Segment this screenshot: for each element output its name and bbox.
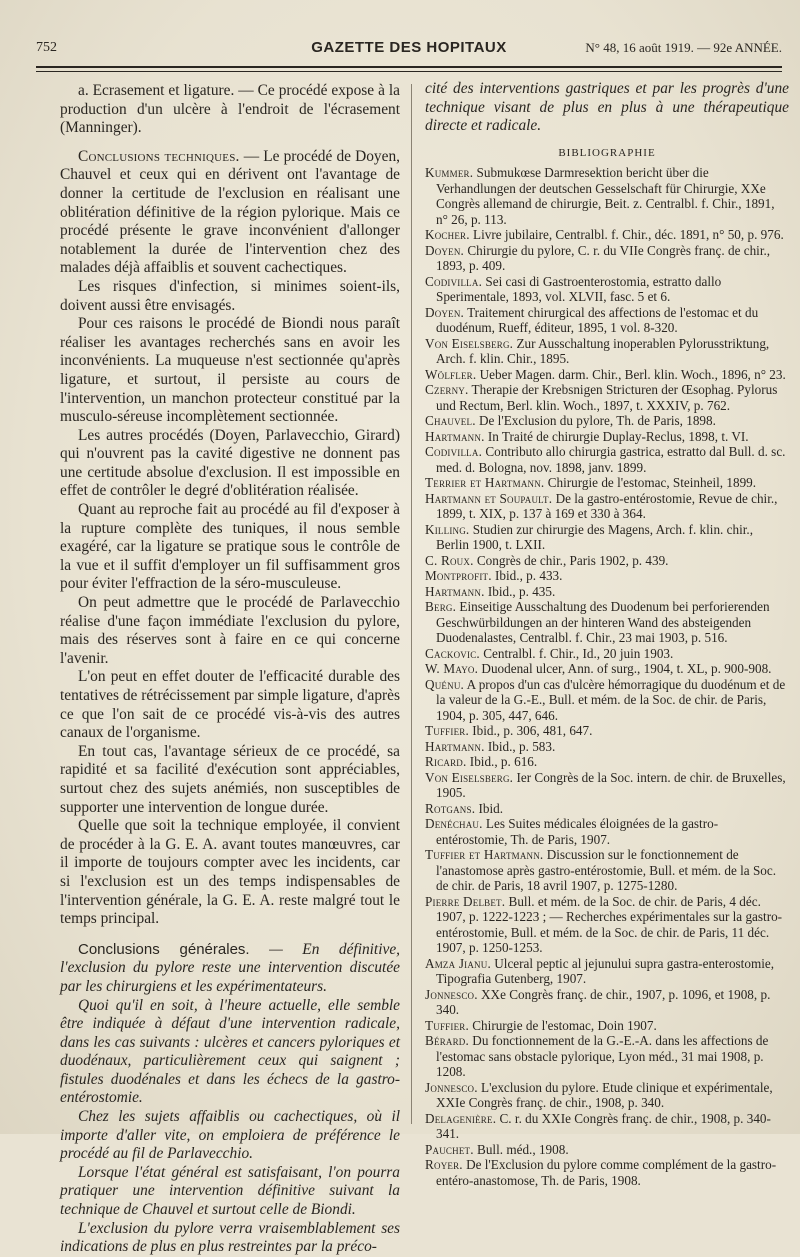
reference-author: Jonnesco. [425, 986, 478, 1002]
bibliography-entry [425, 754, 789, 770]
paragraph: Quant au reproche fait au procédé au fil d'exposer à la rupture complète des tuniques, il nous semble exagéré, car la ligature se pratique sous le contrôle de la vue et il suffit d'employer un fil suffisamment gros pour éviter l'effraction de la séro-musculeuse. [60, 501, 400, 593]
bibliography-entry [425, 816, 789, 847]
reference-author: Berg. [425, 599, 457, 615]
section-heading: Conclusions techniques. [78, 147, 240, 165]
bibliography-list [425, 165, 789, 1188]
reference-author: Doyen. [425, 304, 465, 320]
bibliography-entry [425, 1018, 789, 1034]
bibliography-entry [425, 599, 789, 646]
bibliography-entry [425, 1111, 789, 1142]
paragraph: En tout cas, l'avantage sérieux de ce procédé, sa rapidité et sa facilité d'exécution sont appréciables, surtout chez des sujets anémiés, non susceptibles de supporter une intervention de longue durée. [60, 742, 400, 816]
reference-author: Hartmann. [425, 583, 485, 599]
paragraph: L'on peut en effet douter de l'efficacité durable des tentatives de rétrécissement par simple ligature, d'après ce que l'on sait de ce procédé vis-à-vis des autres canaux de l'organisme. [60, 668, 400, 742]
reference-text: De l'Exclusion du pylore, Th. de Paris, 1898. [475, 413, 716, 429]
reference-author: Pauchet. [425, 1141, 474, 1157]
bibliography-entry [425, 646, 789, 662]
reference-author: Royer. [425, 1157, 463, 1173]
reference-text: Chirurgie du pylore, C. r. du VIIe Congrès franç. de chir., 1893, p. 409. [436, 242, 771, 274]
bibliography-entry [425, 413, 789, 429]
reference-text: Du fonctionnement de la G.-E.-A. dans les affections de l'estomac sans obstacle pylorique, Lyon méd., 31 mai 1908, p. 1208. [436, 1033, 769, 1080]
reference-author: Codivilla. [425, 444, 483, 460]
paragraph: Les autres procédés (Doyen, Parlavecchio, Girard) qui n'ouvrent pas la cavité digestive ne donnent pas une certitude absolue d'exclusion. Il est impossible en effet de contrôler le degré d'oblitération réalisée. [60, 426, 400, 500]
reference-text: Chirurgie de l'estomac, Doin 1907. [468, 1017, 657, 1033]
paragraph: Quoi qu'il en soit, à l'heure actuelle, elle semble être indiquée à défaut d'une intervention radicale, dans les cas suivants : ulcères et cancers pyloriques et duodénaux, particulièrement ceux qui saignent ; fistules duodénales et dans les échecs de la gastro-entérostomie. [60, 996, 400, 1107]
reference-author: Hartmann. [425, 428, 485, 444]
reference-author: Bérard. [425, 1033, 469, 1049]
reference-text: Traitement chirurgical des affections de l'estomac et du duodénum, Rueff, éditeur, 1895, 1 vol. 8-320. [436, 304, 759, 336]
reference-text: Ulceral peptic al jejunului supra gastra-enterostomie, Tipografia Gutenberg, 1907. [436, 955, 775, 987]
bibliography-entry [425, 336, 789, 367]
reference-author: Hartmann. [425, 738, 485, 754]
bibliography-entry [425, 553, 789, 569]
reference-text: Ibid. [475, 800, 504, 816]
bibliography-entry [425, 522, 789, 553]
left-column [60, 82, 400, 1257]
reference-text: Studien zur chirurgie des Magens, Arch. f. klin. chir., Berlin 1900, t. LXII. [436, 521, 754, 553]
bibliography-entry [425, 274, 789, 305]
bibliography-entry [425, 243, 789, 274]
bibliography-entry [425, 739, 789, 755]
column-divider [411, 84, 412, 1124]
reference-text: De la gastro-entérostomie, Revue de chir., 1899, t. XIX, p. 137 à 169 et 330 à 364. [436, 490, 778, 522]
reference-text: Centralbl. f. Chir., Id., 20 juin 1903. [479, 645, 674, 661]
paragraph-conclusions-generales [60, 941, 400, 997]
reference-text: Ibid., p. 433. [491, 568, 563, 584]
reference-text: XXe Congrès franç. de chir., 1907, p. 1096, et 1908, p. 340. [436, 986, 771, 1018]
reference-text: Les Suites médicales éloignées de la gastro-entérostomie, Th. de Paris, 1907. [436, 816, 719, 847]
reference-text: Therapie der Krebsnigen Stricturen der Œsophag. Pylorus und Rectum, Berl. klin. Woch., 1897, t. XXXIV, p. 762. [436, 382, 778, 413]
bibliography-entry [425, 801, 789, 817]
reference-author: Chauvel. [425, 413, 476, 429]
right-column [425, 80, 789, 1188]
bibliography-entry [425, 475, 789, 491]
bibliography-entry [425, 429, 789, 445]
paragraph: Pour ces raisons le procédé de Biondi nous paraît réaliser les avantages recherchés sans en avoir les inconvénients. La muqueuse n'est sectionnée qu'après ligature, et surtout, il persiste au cours de l'intervention, un manchon protecteur constitué par la musculo-séreuse incomplètement sectionnée. [60, 315, 400, 426]
reference-text: Ibid., p. 616. [466, 754, 538, 770]
paragraph: Lorsque l'état général est satisfaisant, l'on pourra pratiquer une intervention définitive suivant la technique de Chauvel et surtout celle de Biondi. [60, 1163, 400, 1219]
reference-text: L'exclusion du pylore. Etude clinique et expérimentale, XXIe Congrès franç. de chir., 1908, p. 340. [436, 1079, 773, 1111]
reference-text: Congrès de chir., Paris 1902, p. 439. [473, 552, 669, 568]
journal-title: GAZETTE DES HOPITAUX [311, 39, 507, 56]
reference-text: Contributo allo chirurgia gastrica, estratto dal Bull. d. sc. med. d. Bologna, nov. 1898, janv. 1899. [436, 444, 786, 475]
paragraph-continuation: cité des interventions gastriques et par les progrès d'une technique visant de plus en plus à une thérapeutique directe et radicale. [425, 80, 789, 135]
reference-text: Bull. méd., 1908. [473, 1141, 569, 1157]
bibliography-entry [425, 1157, 789, 1188]
reference-text: Ueber Magen. darm. Chir., Berl. klin. Woch., 1896, n° 23. [476, 366, 786, 382]
bibliography-entry [425, 305, 789, 336]
reference-author: Rotgans. [425, 800, 476, 816]
bibliography-entry [425, 165, 789, 227]
paragraph-ecrasement: a. Ecrasement et ligature. — Ce procédé expose à la production d'un ulcère à l'endroit de l'écrasement (Manninger). [60, 82, 400, 137]
bibliography-entry [425, 227, 789, 243]
reference-author: Czerny. [425, 382, 469, 398]
reference-author: Von Eiselsberg. [425, 769, 514, 785]
reference-text: Sei casi di Gastroenterostomia, estratto dallo Sperimentale, 1893, vol. XLVII, fasc. 5 et 6. [436, 273, 722, 305]
reference-author: Von Eiselsberg. [425, 335, 514, 351]
bibliography-entry [425, 491, 789, 522]
reference-text: C. r. du XXIe Congrès franç. de chir., 1908, p. 340-341. [436, 1110, 771, 1142]
bibliography-entry [425, 1080, 789, 1111]
paragraph-conclusions-techniques [60, 148, 400, 278]
reference-text: Ibid., p. 583. [484, 738, 556, 754]
reference-author: Quénu. [425, 676, 465, 692]
header-rule-thin [36, 71, 782, 72]
bibliography-entry [425, 367, 789, 383]
bibliography-entry [425, 894, 789, 956]
bibliography-entry [425, 956, 789, 987]
reference-author: Ricard. [425, 754, 467, 770]
reference-text: In Traité de chirurgie Duplay-Reclus, 1898, t. VI. [484, 428, 749, 444]
reference-text: Ier Congrès de la Soc. intern. de chir. de Bruxelles, 1905. [436, 769, 786, 801]
reference-text: Ibid., p. 435. [484, 583, 556, 599]
reference-author: Amza Jianu. [425, 955, 491, 971]
paragraph: On peut admettre que le procédé de Parlavecchio réalise d'une façon immédiate l'exclusion du pylore, mais des réserves sont à faire en ce qui concerne l'avenir. [60, 594, 400, 667]
reference-text: Duodenal ulcer, Ann. of surg., 1904, t. XL, p. 900-908. [478, 661, 772, 677]
paragraph: L'exclusion du pylore verra vraisemblablement ses indications de plus en plus restreintes par la préco- [60, 1219, 400, 1256]
issue-info: N° 48, 16 août 1919. — 92e ANNÉE. [585, 40, 782, 55]
reference-text: Livre jubilaire, Centralbl. f. Chir., déc. 1891, n° 50, p. 976. [469, 227, 784, 243]
reference-author: Hartmann et Soupault. [425, 490, 553, 506]
paragraph: Les risques d'infection, si minimes soient-ils, doivent aussi être envisagés. [60, 277, 400, 314]
reference-author: Denéchau. [425, 816, 483, 832]
reference-author: C. Roux. [425, 552, 474, 568]
reference-author: Cackovic. [425, 645, 480, 661]
reference-text: Zur Ausschaltung inoperablen Pylorusstriktung, Arch. f. klin. Chir., 1895. [436, 335, 770, 367]
bibliography-entry [425, 568, 789, 584]
reference-text: Einseitige Ausschaltung des Duodenum bei perforierenden Geschwürbildungen an der hinteren Wand des absteigenden Duodenalastes, Centralbl. f. Chir., 23 mai 1903, p. 516. [436, 599, 770, 646]
paragraph-text: — En définitive, l'exclusion du pylore reste une intervention discutée par les chirurgiens et les expérimentateurs. [60, 940, 400, 995]
reference-author: Terrier et Hartmann. [425, 475, 545, 491]
bibliography-entry [425, 661, 789, 677]
reference-text: A propos d'un cas d'ulcère hémorragique du duodénum et de la valeur de la G.-E., Bull. et mém. de la Soc. de chir. de Paris, 1904, p. 305, 447, 646. [436, 676, 786, 723]
paragraph: Chez les sujets affaiblis ou cachectiques, où il importe d'aller vite, on emploiera de préférence le procédé au fil de Parlavecchio. [60, 1108, 400, 1163]
bibliography-entry [425, 847, 789, 894]
section-heading: Conclusions générales. [78, 940, 250, 958]
reference-text: Submukœse Darmresektion bericht über die Verhandlungen der deutschen Gesselschaft für Chirurgie, XXe Congrès allemand de chirurgie, Beit. z. Centralbl. f. Chir., 1891, n° 26, p. 113. [436, 165, 775, 227]
reference-author: Killing. [425, 521, 470, 537]
reference-author: Pierre Delbet. [425, 893, 506, 909]
header-rule-thick [36, 66, 782, 68]
bibliography-entry [425, 584, 789, 600]
paragraph-text: — Le procédé de Doyen, Chauvel et ceux qui en dérivent ont l'avantage de donner la certitude de l'exclusion en réalisant une oblitération définitive de la région pylorique. Mais ce procédé présente le grave inconvénient d'allonger notablement la durée de l'intervention chez des malades déjà affaiblis et souvent cachectiques. [60, 147, 400, 277]
bibliography-entry [425, 382, 789, 413]
page-header [36, 38, 782, 60]
reference-author: Montprofit. [425, 568, 492, 584]
reference-text: Ibid., p. 306, 481, 647. [468, 723, 593, 739]
reference-text: De l'Exclusion du pylore comme complément de la gastro-entéro-anastomose, Th. de Paris, 1908. [436, 1157, 777, 1188]
reference-author: Tuffier. [425, 723, 469, 739]
bibliography-entry [425, 444, 789, 475]
page-number: 752 [36, 40, 57, 55]
bibliography-entry [425, 723, 789, 739]
reference-author: Tuffier. [425, 1017, 469, 1033]
reference-author: Delagenière. [425, 1110, 497, 1126]
reference-author: Jonnesco. [425, 1079, 478, 1095]
reference-author: Kocher. [425, 227, 470, 243]
paragraph: Quelle que soit la technique employée, il convient de procéder à la G. E. A. avant toutes manœuvres, car il importe de toujours compter avec les incidents, car si l'exclusion est un des temps indispensables de l'intervention générale, la G. E. A. reste malgré tout le temps principal. [60, 817, 400, 928]
reference-author: W. Mayo. [425, 661, 479, 677]
reference-text: Discussion sur le fonctionnement de l'anastomose après gastro-entérostomie, Bull. et mém. de la Soc. de chir. de Paris, 18 avril 1907, p. 1275-1280. [436, 847, 777, 894]
reference-author: Wölfler. [425, 366, 477, 382]
bibliography-entry [425, 677, 789, 724]
bibliography-entry [425, 1142, 789, 1158]
reference-author: Kummer. [425, 165, 474, 181]
reference-author: Tuffier et Hartmann. [425, 847, 544, 863]
bibliography-entry [425, 770, 789, 801]
bibliography-entry [425, 1033, 789, 1080]
reference-text: Bull. et mém. de la Soc. de chir. de Paris, 4 déc. 1907, p. 1222-1223 ; — Recherches expérimentales sur la gastro-entérostomie, Bull. et mém. de la Soc. de chir. de Paris, 11 déc. 1907, p. 1250-1253. [436, 893, 783, 956]
bibliography-entry [425, 987, 789, 1018]
reference-author: Doyen. [425, 242, 465, 258]
reference-text: Chirurgie de l'estomac, Steinheil, 1899. [544, 475, 757, 491]
reference-author: Codivilla. [425, 273, 483, 289]
bibliography-heading: BIBLIOGRAPHIE [558, 146, 656, 159]
